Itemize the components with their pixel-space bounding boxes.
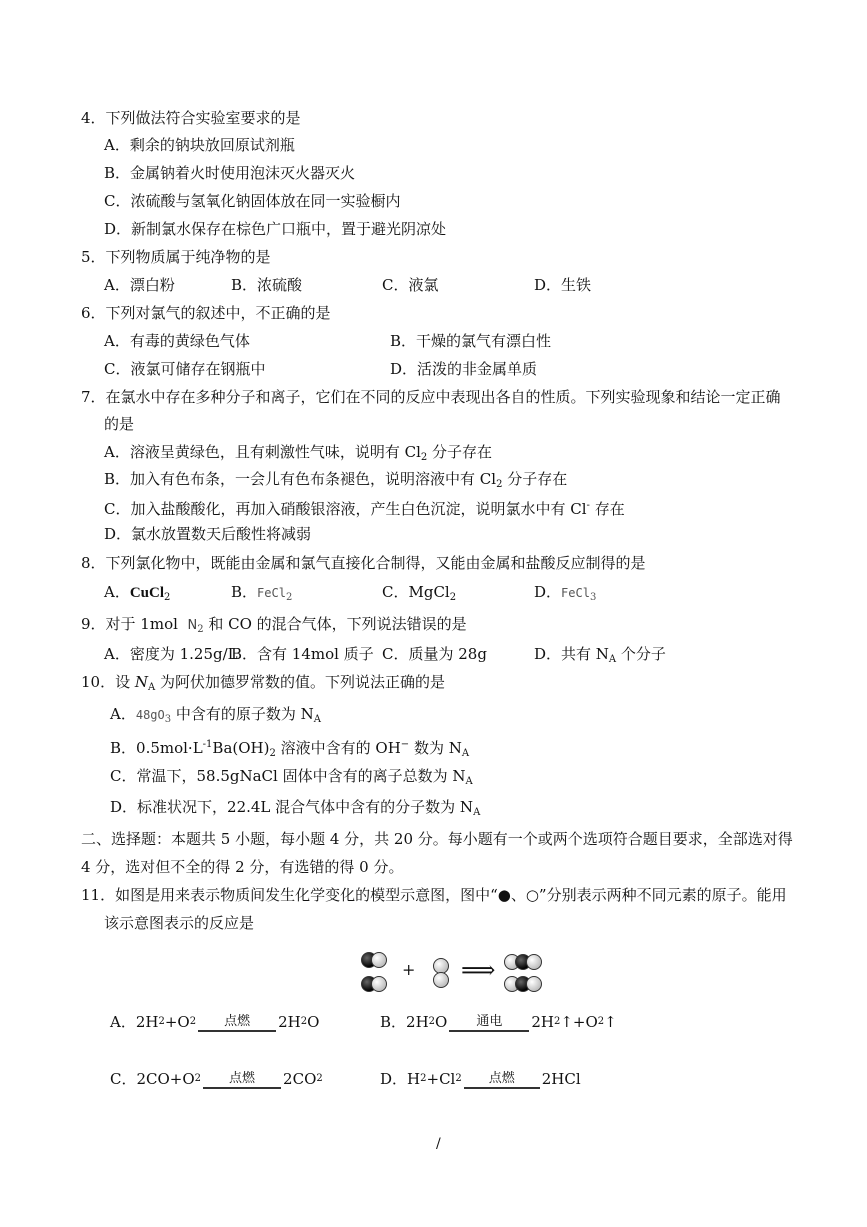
q9-option-c: C．质量为 28g — [382, 645, 487, 663]
q7-stem-line2: 的是 — [104, 415, 135, 433]
page-number: / — [436, 1136, 441, 1152]
q8-stem: 8．下列氯化物中，既能由金属和氯气直接化合制得，又能由金属和盐酸反应制得的是 — [81, 554, 646, 572]
q11-option-c: C． 2CO+O 2 点燃 2CO 2 — [110, 1070, 323, 1088]
section2-heading-line1: 二、选择题：本题共 5 小题，每小题 4 分，共 20 分。每小题有一个或两个选项符合题目要求，全部选对得 — [81, 830, 793, 848]
q5-option-d: D．生铁 — [534, 276, 592, 294]
q9-stem: 9．对于 1mol $N_2$ 和 CO 的混合气体，下列说法错误的是 — [81, 615, 467, 635]
q6-option-d: D．活泼的非金属单质 — [390, 360, 538, 378]
q8-option-b: B．FeCl$_2$ — [231, 583, 293, 603]
gray-atom-icon — [371, 976, 387, 992]
gray-atom-icon — [526, 976, 542, 992]
q8-option-d: D．FeCl$_3$ — [534, 583, 597, 603]
molecule-model-diagram — [355, 948, 555, 998]
q11-option-b: B． 2H 2 O 通电 2H 2 ↑+O 2 ↑ — [380, 1013, 617, 1031]
q4-stem: 4．下列做法符合实验室要求的是 — [81, 109, 301, 127]
q7-option-a: A．溶液呈黄绿色，且有刺激性气味，说明有 $Cl_2$ 分子存在 — [104, 443, 493, 463]
q11-option-a: A． 2H 2 +O 2 点燃 2H 2 O — [110, 1013, 320, 1031]
q11-stem-line2: 该示意图表示的反应是 — [104, 914, 255, 932]
q6-option-a: A．有毒的黄绿色气体 — [104, 332, 250, 350]
q10-option-b: B．$0.5mol\cdot L^{-1}Ba(OH)_2$ 溶液中含有的 OH− 数为 $N_A$ — [110, 739, 470, 759]
reaction-arrow-icon: ⟹ — [461, 956, 496, 984]
q6-option-b: B．干燥的氯气有漂白性 — [390, 332, 552, 350]
q4-option-a: A．剩余的钠块放回原试剂瓶 — [104, 136, 295, 154]
q10-option-d: D．标准状况下，22.4L 混合气体中含有的分子数为 $N_A$ — [110, 798, 481, 818]
reaction-condition: 点燃 — [464, 1072, 540, 1089]
q9-option-d: D．共有 $N_A$ 个分子 — [534, 645, 666, 665]
section2-heading-line2: 4 分，选对但不全的得 2 分，有选错的得 0 分。 — [81, 858, 404, 876]
reaction-condition: 点燃 — [203, 1072, 281, 1089]
q4-option-d: D．新制氯水保存在棕色广口瓶中，置于避光阴凉处 — [104, 220, 447, 238]
gray-atom-icon — [371, 952, 387, 968]
q10-stem: 10．设 $N_A$ 为阿伏加德罗常数的值。下列说法正确的是 — [81, 673, 445, 693]
q7-option-c: C．加入盐酸酸化，再加入硝酸银溶液，产生白色沉淀，说明氯水中有 Cl- 存在 — [104, 500, 625, 518]
q7-option-d: D．氯水放置数天后酸性将减弱 — [104, 525, 312, 543]
q5-option-c: C．液氯 — [382, 276, 439, 294]
q8-option-a: A．CuCl$_2$ — [104, 583, 171, 603]
q11-stem-line1: 11．如图是用来表示物质间发生化学变化的模型示意图，图中“●、○”分别表示两种不同元素的原子。能用 — [81, 886, 787, 904]
q10-option-c: C．常温下，58.5gNaCl 固体中含有的离子总数为 $N_A$ — [110, 767, 473, 787]
q5-stem: 5．下列物质属于纯净物的是 — [81, 248, 271, 266]
gray-atom-icon — [433, 972, 449, 988]
q9-option-b: B．含有 14mol 质子 — [231, 645, 374, 663]
q5-option-a: A．漂白粉 — [104, 276, 175, 294]
q7-option-b: B．加入有色布条，一会儿有色布条褪色，说明溶液中有 $Cl_2$ 分子存在 — [104, 470, 568, 490]
reaction-condition: 点燃 — [198, 1015, 276, 1032]
reaction-condition: 通电 — [449, 1015, 529, 1032]
q5-option-b: B．浓硫酸 — [231, 276, 303, 294]
q10-option-a: A．$48gO_3$ 中含有的原子数为 $N_A$ — [110, 705, 322, 725]
gray-atom-icon — [526, 954, 542, 970]
q11-option-d: D． H 2 +Cl 2 点燃 2HCl — [380, 1070, 581, 1088]
q6-option-c: C．液氯可储存在钢瓶中 — [104, 360, 266, 378]
q7-stem-line1: 7．在氯水中存在多种分子和离子，它们在不同的反应中表现出各自的性质。下列实验现象和结论一定正确 — [81, 388, 781, 406]
plus-sign: + — [402, 960, 416, 979]
q4-option-c: C．浓硫酸与氢氧化钠固体放在同一实验橱内 — [104, 192, 401, 210]
q9-option-a: A．密度为 1.25g/L — [104, 645, 238, 663]
q8-option-c: C．MgCl$_2$ — [382, 583, 457, 603]
q6-stem: 6．下列对氯气的叙述中，不正确的是 — [81, 304, 331, 322]
q4-option-b: B．金属钠着火时使用泡沫灭火器灭火 — [104, 164, 356, 182]
